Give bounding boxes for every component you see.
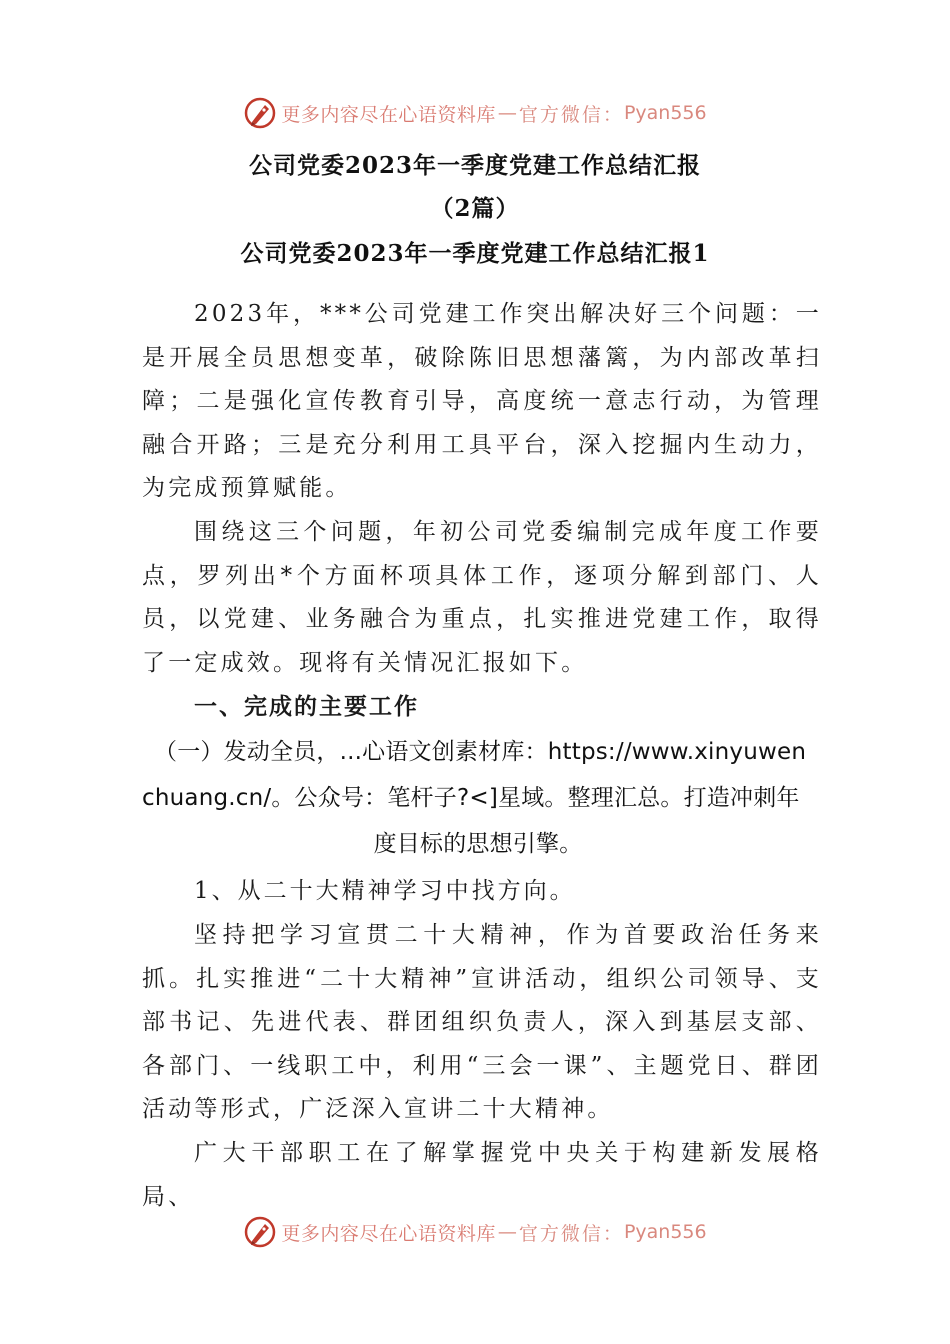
paragraph-text: 2023年，***公司党建工作突出解决好三个问题：一是开展全员思想变革，破除陈旧思想藩篱，为内部改革扫障；二是强化宣传教育引导，高度统一意志行动，为管理融合开路；三是充分利用工具平台，深入挖掘内生动力，为完成预算赋能。 (142, 301, 822, 502)
paragraph-text: 坚持把学习宣贯二十大精神，作为首要政治任务来抓。扎实推进“二十大精神”宣讲活动，组织公司领导、支部书记、先进代表、群团组织负责人，深入到基层支部、各部门、一线职工中，利用“三会一课”、主题党日、群团活动等形式，广泛深入宣讲二十大精神。 (142, 922, 822, 1123)
banner-wechat-label: 官方微信： (518, 103, 624, 126)
banner-wechat-label: 官方微信： (518, 1222, 624, 1245)
banner-wechat-id: Pyan556 (623, 1221, 707, 1243)
document-title-count: （2篇） (430, 195, 520, 222)
pen-nib-logo-icon (243, 96, 277, 130)
pen-nib-logo-icon (243, 1215, 277, 1249)
banner-dash: — (497, 102, 517, 124)
paragraph-text: 围绕这三个问题，年初公司党委编制完成年度工作要点，罗列出*个方面杯项具体工作，逐项分解到部门、人员，以党建、业务融合为重点，扎实推进党建工作，取得了一定成效。现将有关情况汇报如下。 (142, 519, 822, 676)
section-heading: 一、完成的主要工作 (194, 693, 419, 720)
banner-brand-text: 更多内容尽在心语资料库 (281, 1222, 496, 1245)
paragraph-study (142, 914, 822, 1132)
paragraph-text: 广大干部职工在了解掌握党中央关于构建新发展格局、 (142, 1140, 822, 1210)
header-watermark-banner (0, 93, 950, 133)
footer-watermark-banner (0, 1212, 950, 1252)
banner-dash: — (497, 1221, 517, 1243)
subsection-heading-line: （一）发动全员，...心语文创素材库：https://www.xinyuwen (154, 739, 807, 765)
banner-wechat-id: Pyan556 (623, 102, 707, 124)
subsection-heading (142, 729, 814, 867)
document-subtitle: 公司党委2023年一季度党建工作总结汇报1 (240, 240, 710, 267)
list-item-heading: 1、从二十大精神学习中找方向。 (194, 878, 576, 904)
subsection-heading-line: chuang.cn/。公众号：笔杆子?<]星域。整理汇总。打造冲刺年 (142, 785, 800, 811)
subsection-heading-line: 度目标的思想引擎。 (373, 831, 583, 857)
banner-brand-text: 更多内容尽在心语资料库 (281, 103, 496, 126)
paragraph-overview (142, 511, 822, 685)
paragraph-continued (142, 1132, 822, 1219)
paragraph-intro (142, 293, 822, 511)
document-title: 公司党委2023年一季度党建工作总结汇报 (248, 152, 701, 179)
